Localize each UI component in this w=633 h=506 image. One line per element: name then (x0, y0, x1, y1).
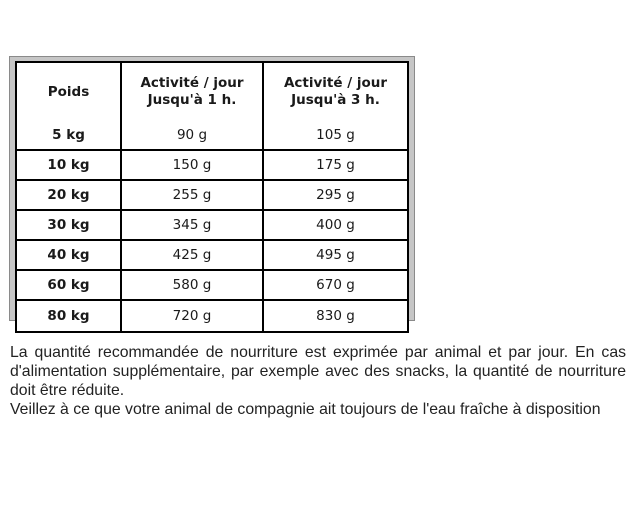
table-row (17, 121, 407, 151)
cell-weight: 40 kg (17, 241, 122, 271)
feeding-note (10, 343, 626, 419)
cell-activity-1h: 345 g (122, 211, 264, 241)
header-activity-1h-line1: Activité / jour (140, 75, 244, 91)
table-row (17, 211, 407, 241)
cell-weight: 20 kg (17, 181, 122, 211)
cell-activity-1h: 425 g (122, 241, 264, 271)
table-header-row (17, 63, 407, 121)
header-activity-3h (264, 63, 407, 121)
feeding-table-frame (9, 56, 415, 324)
header-activity-1h (122, 63, 264, 121)
header-activity-3h-line1: Activité / jour (283, 75, 388, 91)
table-row (17, 271, 407, 301)
note-paragraph-water: Veillez à ce que votre animal de compagnie ait toujours de l'eau fraîche à disposition (10, 401, 601, 418)
cell-activity-1h: 90 g (122, 121, 264, 151)
table-row (17, 181, 407, 211)
cell-activity-3h: 495 g (264, 241, 407, 271)
cell-weight: 10 kg (17, 151, 122, 181)
cell-weight: 30 kg (17, 211, 122, 241)
cell-weight: 5 kg (17, 121, 122, 151)
cell-weight: 80 kg (17, 301, 122, 331)
cell-activity-1h: 720 g (122, 301, 264, 331)
header-weight-label: Poids (47, 83, 90, 100)
cell-activity-3h: 295 g (264, 181, 407, 211)
table-row (17, 301, 407, 331)
header-weight (17, 63, 122, 121)
feeding-table (15, 61, 409, 333)
note-paragraph-recommendation: La quantité recommandée de nourriture est exprimée par animal et par jour. En cas d'alimentation supplémentaire, par exemple avec des snacks, la quantité de nourriture doit être réduite. (10, 344, 626, 399)
cell-activity-3h: 670 g (264, 271, 407, 301)
header-activity-3h-line2: Jusqu'à 3 h. (291, 92, 380, 108)
header-activity-1h-line2: Jusqu'à 1 h. (147, 92, 237, 108)
cell-activity-1h: 150 g (122, 151, 264, 181)
table-row (17, 151, 407, 181)
cell-activity-3h: 105 g (264, 121, 407, 151)
cell-activity-1h: 255 g (122, 181, 264, 211)
cell-activity-3h: 175 g (264, 151, 407, 181)
cell-activity-1h: 580 g (122, 271, 264, 301)
cell-weight: 60 kg (17, 271, 122, 301)
cell-activity-3h: 830 g (316, 308, 355, 324)
cell-activity-3h: 400 g (264, 211, 407, 241)
table-row (17, 241, 407, 271)
